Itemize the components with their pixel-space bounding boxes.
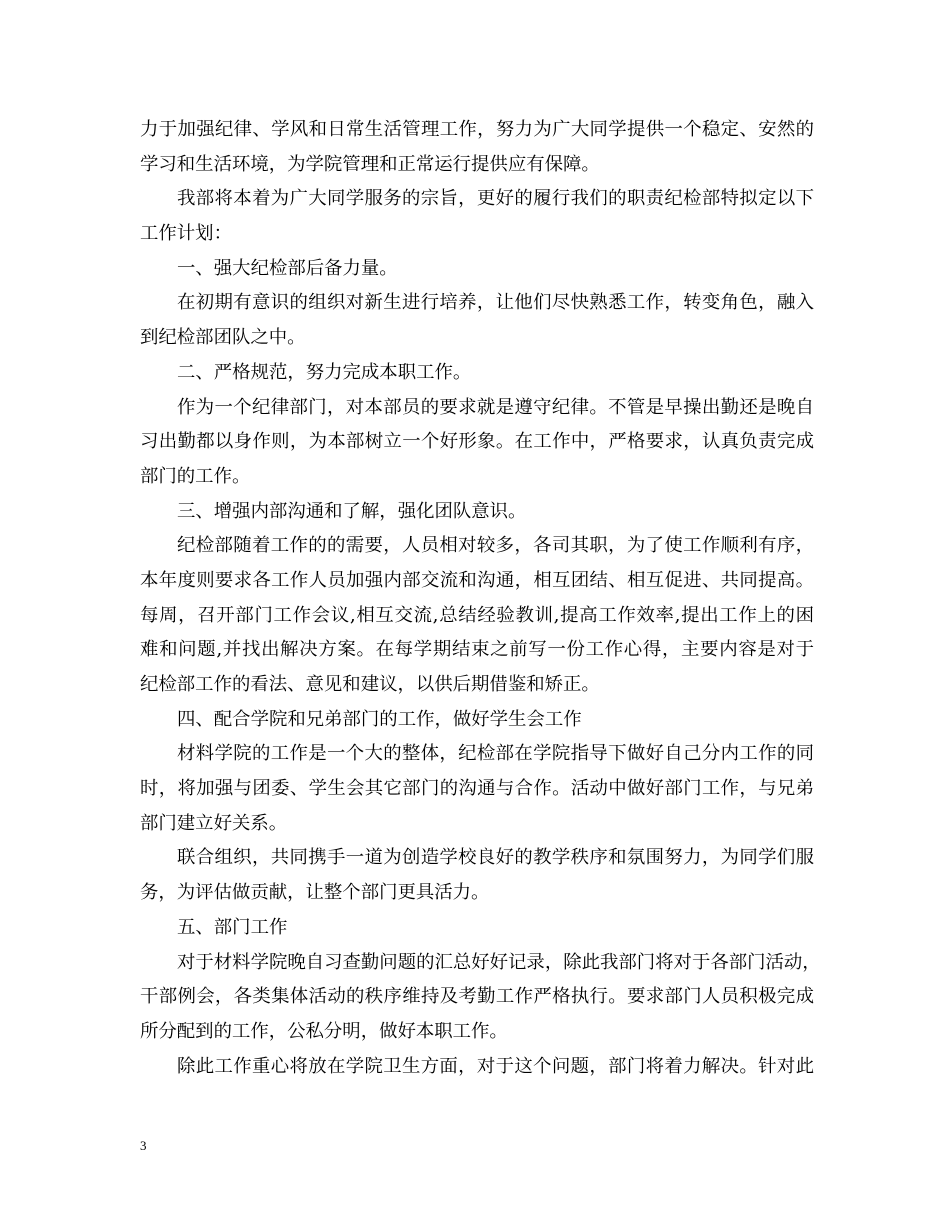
section-heading-4: 四、配合学院和兄弟部门的工作，做好学生会工作: [177, 708, 582, 730]
text-line: 对于材料学院晚自习查勤问题的汇总好好记录，除此我部门将对于各部门活动，: [177, 951, 821, 973]
text-line: 本年度则要求各工作人员加强内部交流和沟通，相互团结、相互促进、共同提高。: [140, 569, 814, 591]
text-line: 到纪检部团队之中。: [140, 327, 306, 349]
text-line: 力于加强纪律、学风和日常生活管理工作，努力为广大同学提供一个稳定、安然的: [140, 119, 814, 140]
text-line: 难和问题,并找出解决方案。在每学期结束之前写一份工作心得，主要内容是对于: [140, 639, 814, 661]
text-line: 部门的工作。: [140, 465, 251, 487]
text-line: 务，为评估做贡献，让整个部门更具活力。: [140, 882, 490, 904]
text-line: 联合组织，共同携手一道为创造学校良好的教学秩序和氛围努力，为同学们服: [177, 847, 814, 869]
section-heading-3: 三、增强内部沟通和了解，强化团队意识。: [177, 500, 527, 522]
text-line: 作为一个纪律部门，对本部员的要求就是遵守纪律。不管是早操出勤还是晚自: [177, 396, 814, 418]
text-line: 所分配到的工作，公私分明，做好本职工作。: [140, 1020, 508, 1042]
text-line: 习出勤都以身作则，为本部树立一个好形象。在工作中，严格要求，认真负责完成: [140, 431, 814, 453]
text-line: 我部将本着为广大同学服务的宗旨，更好的履行我们的职责纪检部特拟定以下: [177, 188, 814, 210]
document-body: [140, 113, 821, 1084]
section-heading-1: 一、强大纪检部后备力量。: [177, 257, 398, 279]
text-line: 纪检部随着工作的的需要，人员相对较多，各司其职，为了使工作顺利有序，: [177, 535, 814, 557]
text-line: 干部例会，各类集体活动的秩序维持及考勤工作严格执行。要求部门人员积极完成: [140, 986, 814, 1008]
text-line: 在初期有意识的组织对新生进行培养，让他们尽快熟悉工作，转变角色，融入: [177, 292, 814, 314]
text-line: 工作计划：: [140, 223, 232, 245]
section-heading-2: 二、严格规范，努力完成本职工作。: [177, 361, 472, 383]
text-line: 每周，召开部门工作会议,相互交流,总结经验教训,提高工作效率,提出工作上的困: [140, 604, 814, 626]
text-line: 除此工作重心将放在学院卫生方面，对于这个问题，部门将着力解决。针对此: [177, 1055, 814, 1077]
page-number: 3: [140, 1138, 147, 1153]
text-line: 时，将加强与团委、学生会其它部门的沟通与合作。活动中做好部门工作，与兄弟: [140, 778, 814, 800]
text-line: 学习和生活环境，为学院管理和正常运行提供应有保障。: [140, 153, 600, 175]
text-line: 纪检部工作的看法、意见和建议，以供后期借鉴和矫正。: [140, 674, 600, 695]
section-heading-5: 五、部门工作: [177, 916, 288, 938]
text-line: 材料学院的工作是一个大的整体，纪检部在学院指导下做好自己分内工作的同: [177, 743, 814, 765]
text-line: 部门建立好关系。: [140, 812, 288, 834]
